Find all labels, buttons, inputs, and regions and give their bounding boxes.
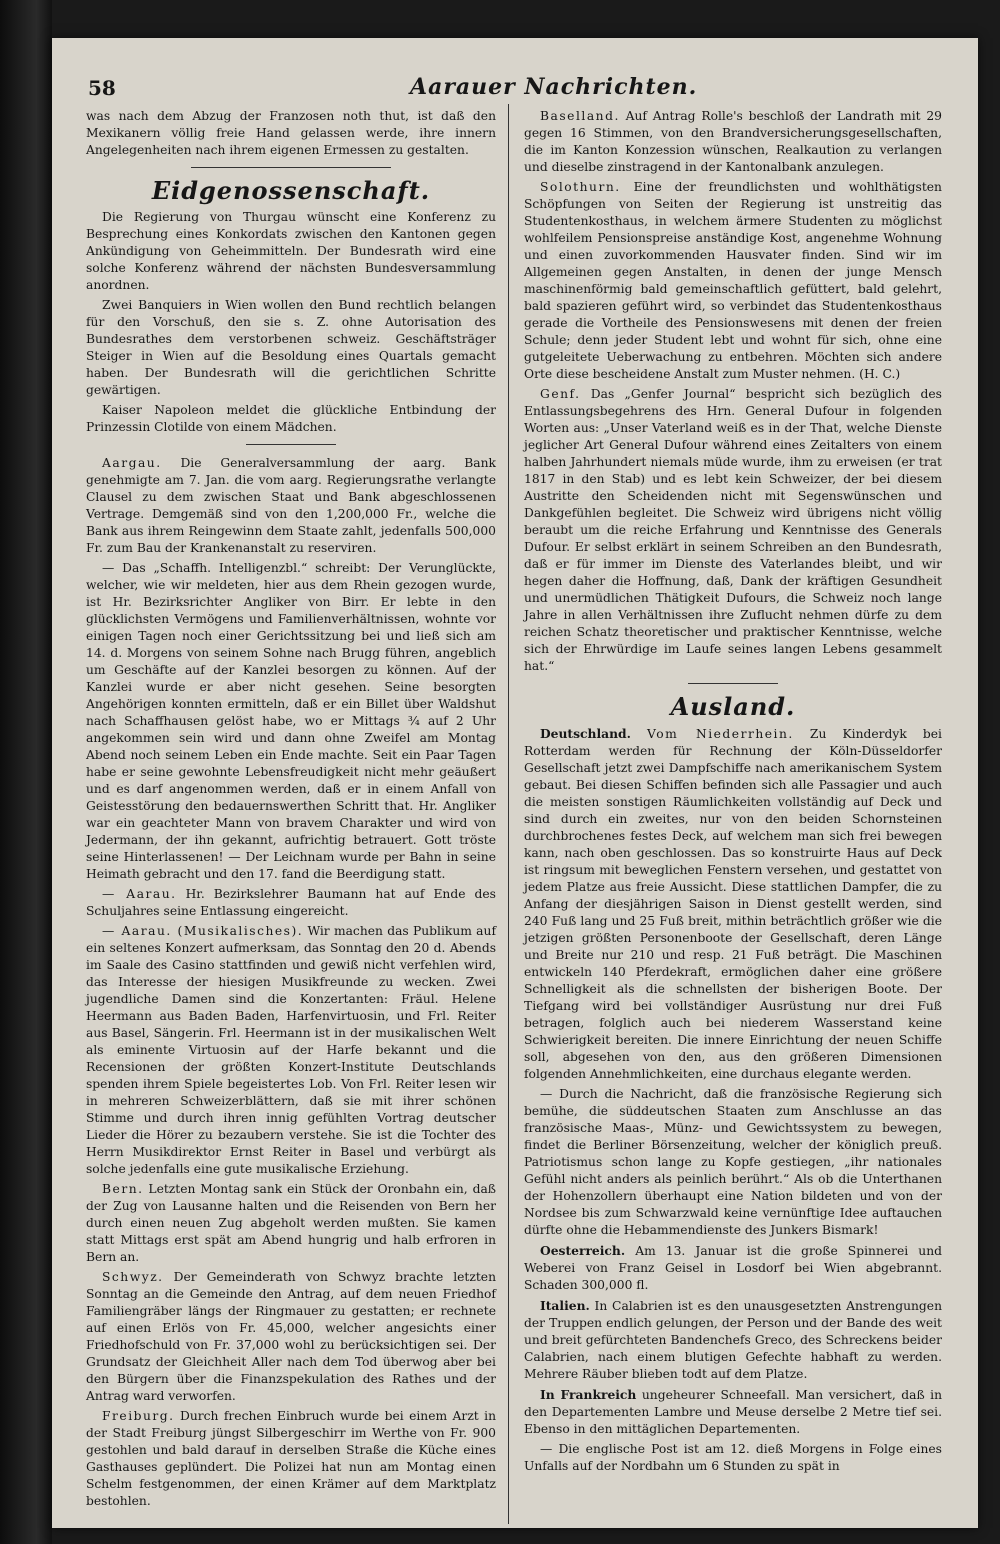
article-genf <box>524 386 942 675</box>
article-lead: In Frankreich <box>540 1387 637 1402</box>
intro-paragraph: was nach dem Abzug der Franzosen noth thut, ist daß den Mexikanern völlig freie Hand gelassen werde, ihre innern Angelegenheiten nach ihrem eigenen Ermessen zu gestalten. <box>86 109 496 157</box>
article-text: In Calabrien ist es den unausgesetzten Anstrengungen der Truppen endlich gelungen, der Person und der Bande des weit und breit gefürchteten Bandenchefs Greco, des Schreckens beider Calabrien, nach einem blutigen Gefechte habhaft zu werden. Mehrere Räuber blieben todt auf dem Platze. <box>524 1299 942 1381</box>
article-text: Der Gemeinderath von Schwyz brachte letzten Sonntag an die Gemeinde den Antrag, auf dem neuen Friedhof Familiengräber längs der Ringmauer zu gestatten; er rechnete auf einen Erlös von Fr. 45,000, welcher angesichts einer Friedhofschuld von Fr. 37,000 wohl zu berücksichtigen sei. Der Grundsatz der Gleichheit Aller nach dem Tod überwog aber bei den Bürgern über die Finanzspekulation des Rathes und der Antrag ward verworfen. <box>86 1270 496 1403</box>
article-lead: Bern. <box>102 1182 144 1196</box>
article-schwyz <box>86 1269 496 1405</box>
article-lead: Schwyz. <box>102 1270 164 1284</box>
article-england: — Die englische Post ist am 12. dieß Morgens in Folge eines Unfalls auf der Nordbahn um 6 Stunden zu spät in <box>524 1442 942 1473</box>
article-lead: — Aarau. (Musikalisches). <box>102 924 304 938</box>
scan-edge <box>0 0 52 1544</box>
left-column <box>86 108 496 1513</box>
article-banquiers: Zwei Banquiers in Wien wollen den Bund rechtlich belangen für den Vorschuß, den sie s. Z. ohne Autorisation des Bundesrathes dem verstorbenen schweiz. Geschäftsträger Steiger in Wien auf die Besoldung eines Quartals gemacht haben. Der Bundesrath will die gerichtlichen Schritte gewärtigen. <box>86 298 496 397</box>
article-sublead: Vom Niederrhein. <box>647 727 794 741</box>
separator <box>246 444 336 445</box>
article-lead: Baselland. <box>540 109 620 123</box>
article-aarau-2 <box>86 923 496 1178</box>
page-number: 58 <box>88 76 116 100</box>
article-frankreich <box>524 1386 942 1438</box>
article-schaffhausen: — Das „Schaffh. Intelligenzbl.“ schreibt: Der Verunglückte, welcher, wie wir meldeten, hier aus dem Rhein gezogen wurde, ist Hr. Bezirksrichter Angliker von Birr. Er lebte in den glücklichsten Vermögens und Familienverhältnissen, wohnte vor einigen Tagen noch einer Gerichtssitzung bei und ließ sich am 14. d. Morgens von seinem Sohne nach Brugg führen, angeblich um Geschäfte auf der Kanzlei besorgen zu können. Auf der Kanzlei wurde er aber nicht gesehen. Seine besorgten Angehörigen konnten ermitteln, daß er ein Billet über Waldshut nach Schaffhausen gelöst habe, wo er Mittags ¾ auf 2 Uhr angekommen sein wird und dann ohne Zweifel am Montag Abend noch seinem Leben ein Ende machte. Seit ein Paar Tagen habe er seine gewohnte Lebensfreudigkeit nicht mehr geäußert und es darf angenommen werden, daß er in einem Anfall von Geistesstörung den bedauernswerthen Schritt that. Hr. Angliker war ein geachteter Mann von bravem Charakter und wird von Jedermann, der ihn gekannt, aufrichtig betrauert. Gott tröste seine Hinterlassenen! — Der Leichnam wurde per Bahn in seine Heimath gebracht und den 17. fand die Beerdigung statt. <box>86 561 496 881</box>
article-aarau-1 <box>86 886 496 920</box>
article-lead: — Aarau. <box>102 887 177 901</box>
article-text: Die Generalversammlung der aarg. Bank genehmigte am 7. Jan. die vom aarg. Regierungsrathe verlangte Clausel zu dem zwischen Staat und Bank abgeschlossenen Vertrage. Demgemäß sind von den 1,200,000 Fr., welche die Bank aus ihrem Reingewinn dem Staate zahlt, jedenfalls 500,000 Fr. zum Bau der Krankenanstalt zu reserviren. <box>86 456 496 555</box>
article-text: Am 13. Januar ist die große Spinnerei und Weberei von Franz Geisel in Losdorf bei Wien abgebrannt. Schaden 300,000 fl. <box>524 1244 942 1292</box>
article-aargau <box>86 455 496 557</box>
article-oesterreich <box>524 1242 942 1294</box>
article-italien <box>524 1297 942 1383</box>
article-bern <box>86 1181 496 1266</box>
article-lead: Deutschland. <box>540 726 631 741</box>
article-lead: Oesterreich. <box>540 1243 626 1258</box>
article-freiburg <box>86 1408 496 1510</box>
article-text: Durch frechen Einbruch wurde bei einem Arzt in der Stadt Freiburg jüngst Silbergeschirr im Werthe von Fr. 900 gestohlen und bald darauf in derselben Straße die Küche eines Gasthauses geplündert. Die Polizei hat nun am Montag einen Schelm festgenommen, der einen Krämer auf dem Marktplatz bestohlen. <box>86 1409 496 1508</box>
article-text: Auf Antrag Rolle's beschloß der Landrath mit 29 gegen 16 Stimmen, von den Brandversicherungsgesellschaften, die im Kanton Konzession wünschen, Realkaution zu verlangen und dieselbe zinstragend in der Kantonalbank anzulegen. <box>524 109 942 174</box>
separator <box>191 167 391 168</box>
article-thurgau: Die Regierung von Thurgau wünscht eine Konferenz zu Besprechung eines Konkordats zwischen den Kantonen gegen Ankündigung von Geheimmitteln. Der Bundesrath wird eine solche Konferenz während der nächsten Bundesversammlung anordnen. <box>86 210 496 292</box>
article-text: Zu Kinderdyk bei Rotterdam werden für Rechnung der Köln-Düsseldorfer Gesellschaft jetzt zwei Dampfschiffe nach amerikanischem System gebaut. Bei diesen Schiffen befinden sich alle Passagier und auch die meisten sonstigen Räumlichkeiten vollständig auf Deck und sind durch ein zweites, nur von den beiden Schornsteinen durchbrochenes festes Deck, auf welchem man sich frei bewegen kann, nach oben geschlossen. Das so konstruirte Haus auf Deck ist ringsum mit beweglichen Fenstern versehen, und gestattet von jedem Platze aus freie Aussicht. Diese stattlichen Dampfer, die zu Anfang der diesjährigen Saison in Dienst gestellt werden, sind 240 Fuß lang und 25 Fuß breit, mithin beträchtlich größer wie die jetzigen größten Personenboote der Gesellschaft, deren Länge und Breite nur 210 und resp. 21 Fuß beträgt. Die Maschinen entwickeln 140 Pferdekraft, ermöglichen daher eine größere Schnelligkeit als die schnellsten der bisherigen Boote. Der Tiefgang wird bei vollständiger Ausrüstung nur drei Fuß betragen, folglich auch bei niederem Wasserstand keine Schwierigkeit bereiten. Die innere Einrichtung der neuen Schiffe soll, abgesehen von den, aus den größeren Dimensionen folgenden Annehmlichkeiten, eine durchaus elegante werden. <box>524 727 942 1081</box>
article-lead: Aargau. <box>102 456 162 470</box>
right-column <box>524 108 942 1478</box>
article-text: Das „Genfer Journal“ bespricht sich bezüglich des Entlassungsbegehrens des Hrn. General Dufour in folgenden Worten aus: „Unser Vaterland weiß es in der That, welche Dienste jeglicher Art General Dufour während eines Zeitalters von einem halben Jahrhundert niemals müde wurde, ihm zu erweisen (er trat 1817 in den Stab) und es lebt kein Schweizer, der bei diesem Austritte den Scheidenden nicht mit Segenswünschen und Dankgefühlen begleitet. Die Schweiz wird übrigens nicht völlig beraubt um die reiche Erfahrung und Kenntnisse des Generals Dufour. Er selbst erklärt in seinem Schreiben an den Bundesrath, daß er für immer im Dienste des Vaterlandes bleibt, und wir hegen daher die Hoffnung, daß, Dank der kräftigen Gesundheit und unermüdlichen Thätigkeit Dufours, die Schweiz noch lange Jahre in allen Verhältnissen ihre Zuflucht nehmen dürfe zu dem reichen Schatz theoretischer und praktischer Kenntnisse, welche sich der Ehrwürdige im Laufe seines langen Lebens gesammelt hat.“ <box>524 387 942 673</box>
article-lead: Solothurn. <box>540 180 621 194</box>
article-text: Letzten Montag sank ein Stück der Oronbahn ein, daß der Zug von Lausanne halten und die Reisenden von Bern her durch einen neuen Zug abgeholt werden mußten. Sie kamen statt Mittags erst spät am Abend hungrig und halb erfroren in Bern an. <box>86 1182 496 1264</box>
article-deutschland-2: — Durch die Nachricht, daß die französische Regierung sich bemühe, die süddeutschen Staaten zum Anschlusse an das französische Maas-, Münz- und Gewichtssystem zu bewegen, findet die Berliner Börsenzeitung, welcher der königlich preuß. Patriotismus schon lange zu Kopfe gestiegen, „ihr nationales Gefühl nicht anders als peinlich berührt.“ Als ob die Unterthanen der Hohenzollern überhaupt eine Nation bildeten und von der Nordsee bis zum Schwarzwald keine vernünftige Idee auftauchen dürfte ohne die Hebammendienste des Junkers Bismark! <box>524 1087 942 1237</box>
article-lead: Genf. <box>540 387 581 401</box>
section-title-eidgenossenschaft: Eidgenossenschaft. <box>151 176 431 205</box>
article-lead: Freiburg. <box>102 1409 175 1423</box>
article-baselland <box>524 108 942 176</box>
article-text: ungeheurer Schneefall. Man versichert, daß in den Departementen Lambre und Meuse derselbe 2 Metre tief sei. Ebenso in den mittäglichen Departementen. <box>524 1388 942 1436</box>
article-deutschland <box>524 725 942 1083</box>
separator <box>688 683 778 684</box>
article-text: Wir machen das Publikum auf ein seltenes Konzert aufmerksam, das Sonntag den 20 d. Abends im Saale des Casino stattfinden und gewiß nicht verfehlen wird, das Interesse der hiesigen Musikfreunde zu wecken. Zwei jugendliche Damen sind die Konzertanten: Fräul. Helene Heermann aus Baden Baden, Harfenvirtuosin, und Frl. Reiter aus Basel, Sängerin. Frl. Heermann ist in der musikalischen Welt als eminente Virtuosin auf der Harfe bekannt und die Recensionen der größten Konzert-Institute Deutschlands spenden ihrem Spiele begeistertes Lob. Von Frl. Reiter lesen wir in mehreren Schweizerblättern, daß sie mit ihrer schönen Stimme und durch ihren innig gefühlten Vortrag deutscher Lieder die Hörer zu bezaubern verstehe. Sie ist die Tochter des Herrn Musikdirektor Ernst Reiter in Basel und verbürgt als solche jedenfalls eine gute musikalische Erziehung. <box>86 924 496 1176</box>
article-text: Eine der freundlichsten und wohlthätigsten Schöpfungen von Seiten der Regierung ist unstreitig das Studentenkosthaus, in welchem ärmere Studenten zu möglichst wohlfeilem Pensionspreise anständige Kost, angenehme Wohnung und einen zuvorkommenden Hausvater finden. Sind wir im Allgemeinen gegen Anstalten, in denen der junge Mensch maschinenförmig bald gemeinschaftlich gefüttert, bald gelehrt, bald spazieren geführt wird, so verbindet das Studentenkosthaus gerade die Vortheile des Pensionswesens mit denen der freien Schule; denn jeder Student lebt und wohnt für sich, ohne eine gutgeleitete Ueberwachung zu entbehren. Möchten sich andere Orte diese bescheidene Anstalt zum Muster nehmen. (H. C.) <box>524 180 942 381</box>
section-title-ausland: Ausland. <box>670 692 796 721</box>
article-solothurn <box>524 179 942 383</box>
masthead: Aarauer Nachrichten. <box>410 74 698 100</box>
article-lead: Italien. <box>540 1298 590 1313</box>
article-text: Hr. Bezirkslehrer Baumann hat auf Ende des Schuljahres seine Entlassung eingereicht. <box>86 887 496 918</box>
column-rule <box>508 104 509 1524</box>
article-napoleon: Kaiser Napoleon meldet die glückliche Entbindung der Prinzessin Clotilde von einem Mädchen. <box>86 403 496 434</box>
